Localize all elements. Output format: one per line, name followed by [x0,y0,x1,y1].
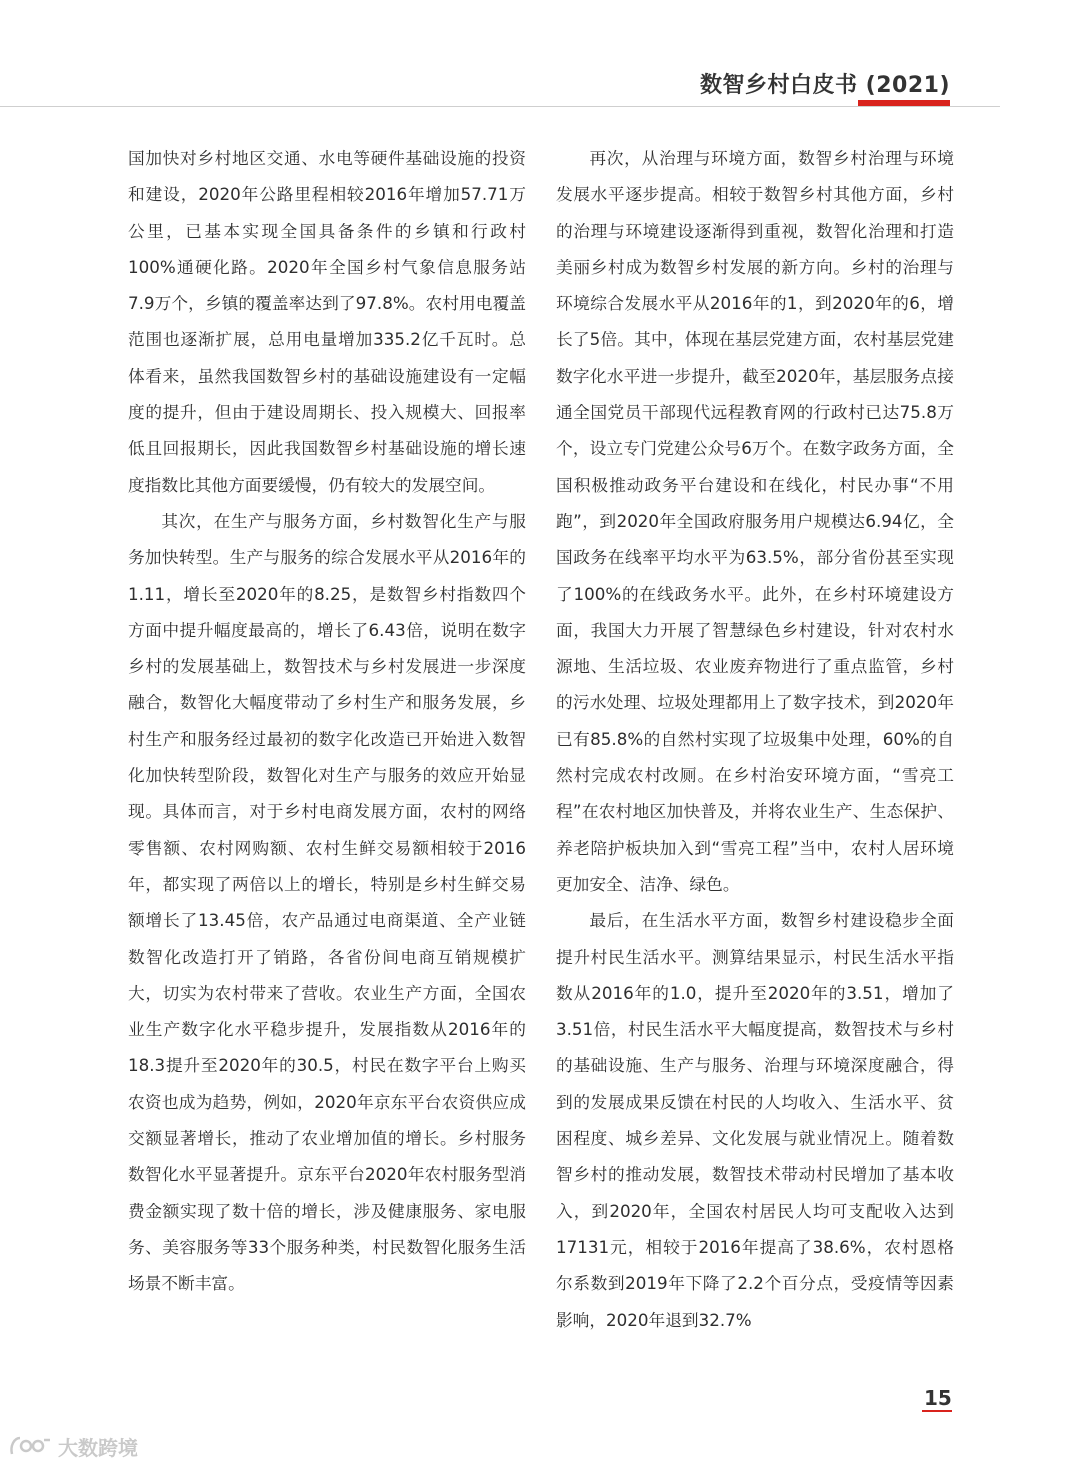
right-column [556,140,954,1338]
paragraph: 最后，在生活水平方面，数智乡村建设稳步全面提升村民生活水平。测算结果显示，村民生活水平指数从2016年的1.0，提升至2020年的3.51，增加了3.51倍，村民生活水平大幅度提高，数智技术与乡村的基础设施、生产与服务、治理与环境深度融合，得到的发展成果反馈在村民的人均收入、生活水平、贫困程度、城乡差异、文化发展与就业情况上。随着数智乡村的推动发展，数智技术带动村民增加了基本收入，到2020年，全国农村居民人均可支配收入达到17131元，相较于2016年提高了38.6%，农村恩格尔系数到2019年下降了2.2个百分点，受疫情等因素影响，2020年退到32.7% [556,910,954,1330]
watermark-logo-icon [8,1432,52,1460]
paragraph: 其次，在生产与服务方面，乡村数智化生产与服务加快转型。生产与服务的综合发展水平从2016年的1.11，增长至2020年的8.25，是数智乡村指数四个方面中提升幅度最高的，增长了6.43倍，说明在数字乡村的发展基础上，数智技术与乡村发展进一步深度融合，数智化大幅度带动了乡村生产和服务发展，乡村生产和服务经过最初的数字化改造已开始进入数智化加快转型阶段，数智化对生产与服务的效应开始显现。具体而言，对于乡村电商发展方面，农村的网络零售额、农村网购额、农村生鲜交易额相较于2016年，都实现了两倍以上的增长，特别是乡村生鲜交易额增长了13.45倍，农产品通过电商渠道、全产业链数智化改造打开了销路，各省份间电商互销规模扩大，切实为农村带来了营收。农业生产方面，全国农业生产数字化水平稳步提升，发展指数从2016年的18.3提升至2020年的30.5，村民在数字平台上购买农资也成为趋势，例如，2020年京东平台农资供应成交额显著增长，推动了农业增加值的增长。乡村服务数智化水平显著提升。京东平台2020年农村服务型消费金额实现了数十倍的增长，涉及健康服务、家电服务、美容服务等33个服务种类，村民数智化服务生活场景不断丰富。 [128,510,526,1294]
header-rule [0,106,1000,107]
title-accent-bar [858,100,950,106]
paragraph: 再次，从治理与环境方面，数智乡村治理与环境发展水平逐步提高。相较于数智乡村其他方面，乡村的治理与环境建设逐渐得到重视，数智化治理和打造美丽乡村成为数智乡村发展的新方向。乡村的治理与环境综合发展水平从2016年的1，到2020年的6，增长了5倍。其中，体现在基层党建方面，农村基层党建数字化水平进一步提升，截至2020年，基层服务点接通全国党员干部现代远程教育网的行政村已达75.8万个，设立专门党建公众号6万个。在数字政务方面，全国积极推动政务平台建设和在线化，村民办事“不用跑”，到2020年全国政府服务用户规模达6.94亿，全国政务在线率平均水平为63.5%，部分省份甚至实现了100%的在线政务水平。此外，在乡村环境建设方面，我国大力开展了智慧绿色乡村建设，针对农村水源地、生活垃圾、农业废弃物进行了重点监管，乡村的污水处理、垃圾处理都用上了数字技术，到2020年已有85.8%的自然村实现了垃圾集中处理，60%的自然村完成农村改厕。在乡村治安环境方面，“雪亮工程”在农村地区加快普及，并将农业生产、生态保护、养老陪护板块加入到“雪亮工程”当中，农村人居环境更加安全、洁净、绿色。 [556,148,954,894]
paragraph: 国加快对乡村地区交通、水电等硬件基础设施的投资和建设，2020年公路里程相较2016年增加57.71万公里，已基本实现全国具备条件的乡镇和行政村100%通硬化路。2020年全国乡村气象信息服务站7.9万个，乡镇的覆盖率达到了97.8%。农村用电覆盖范围也逐渐扩展，总用电量增加335.2亿千瓦时。总体看来，虽然我国数智乡村的基础设施建设有一定幅度的提升，但由于建设周期长、投入规模大、回报率低且回报期长，因此我国数智乡村基础设施的增长速度指数比其他方面要缓慢，仍有较大的发展空间。 [128,148,526,495]
document-title: 数智乡村白皮书 (2021) [700,73,950,98]
watermark-text: 大数跨境 [58,1435,138,1460]
left-column [128,140,526,1302]
watermark [8,1430,138,1462]
page-number-underline [922,1410,952,1412]
page-number: 15 [924,1386,952,1410]
